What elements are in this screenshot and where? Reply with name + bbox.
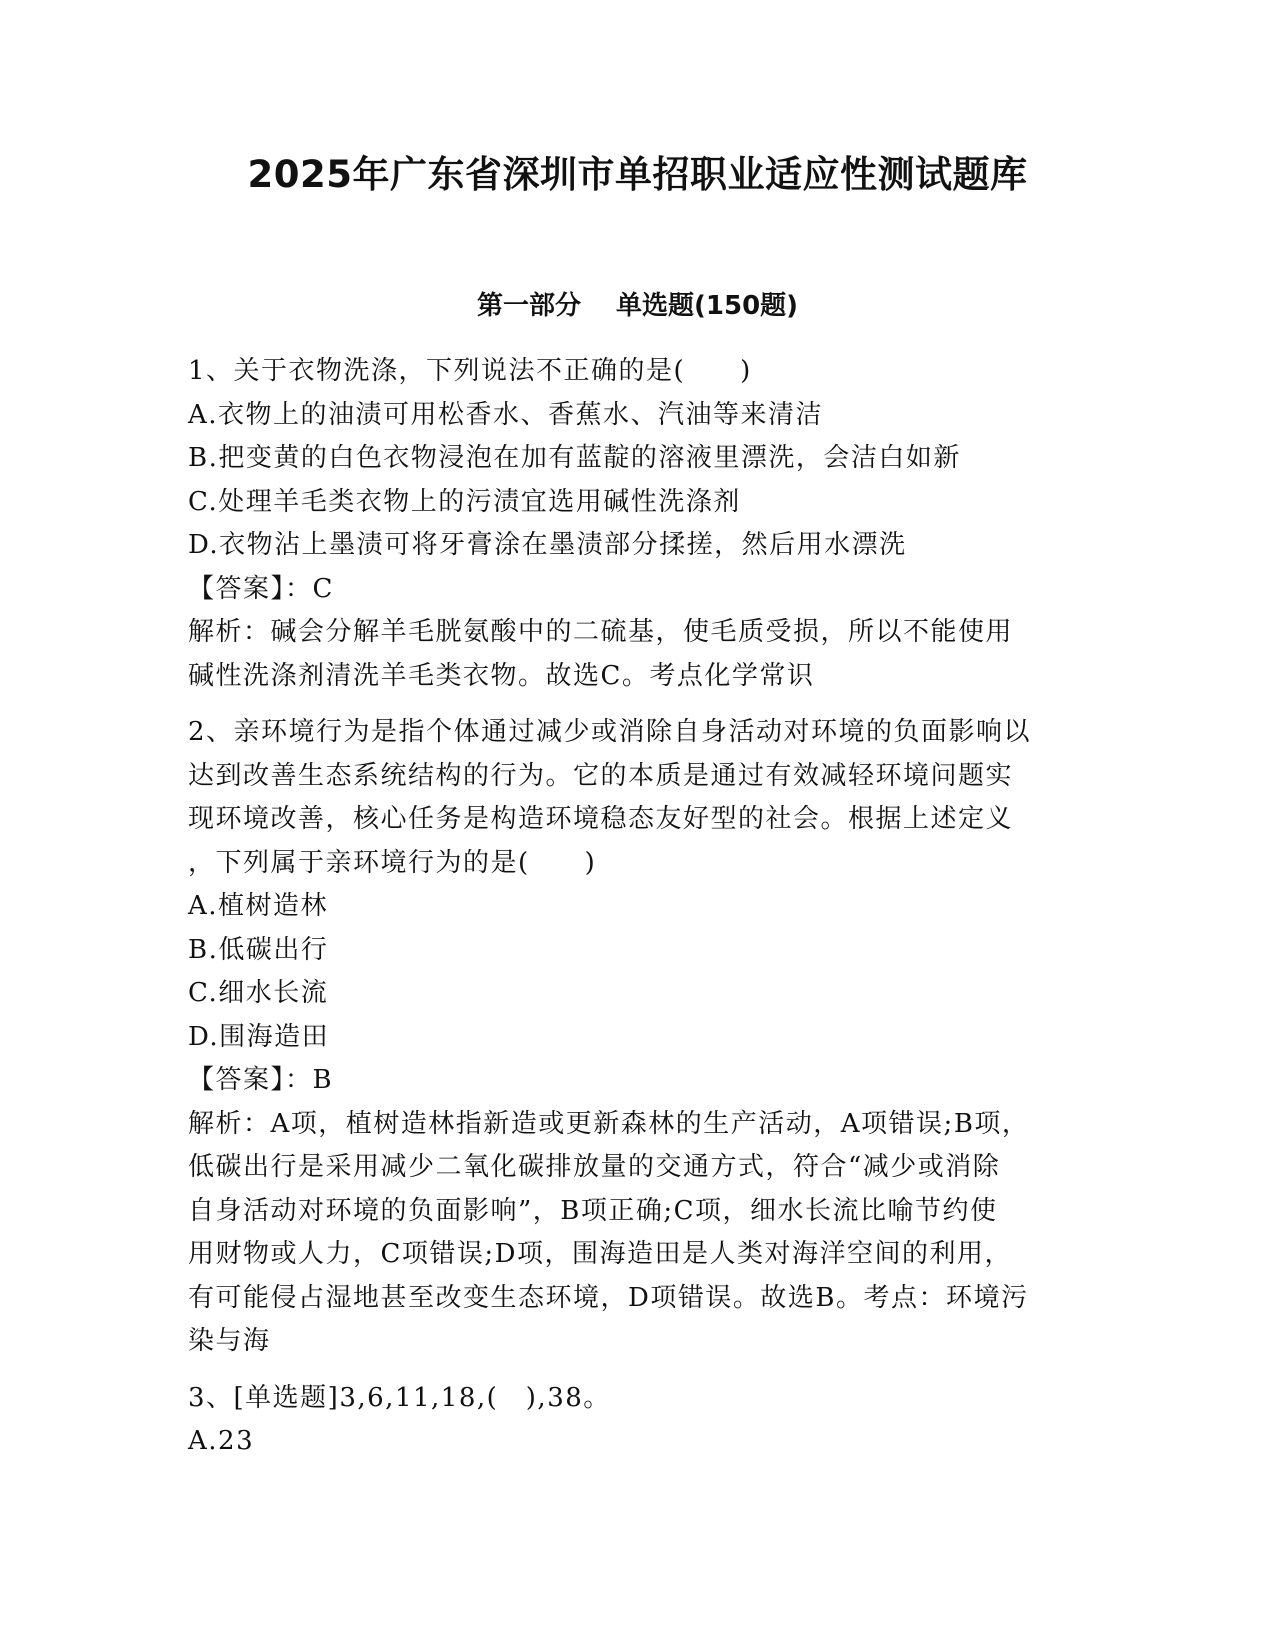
answer-label: 【答案】：	[188, 1065, 313, 1095]
section-name: 单选题(150题)	[616, 291, 799, 321]
answer-line	[188, 1059, 1088, 1103]
analysis-line: 碱性洗涤剂清洗羊毛类衣物。故选C。考点化学常识	[188, 660, 815, 691]
section-heading	[0, 288, 1275, 324]
question-list	[188, 350, 1088, 1464]
analysis-line: 解析：A项，植树造林指新造或更新森林的生产活动，A项错误;B项，	[188, 1108, 1030, 1139]
option-a: A.23	[188, 1426, 255, 1456]
analysis-line: 自身活动对环境的负面影响”，B项正确;C项，细水长流比喻节约使	[188, 1195, 998, 1226]
question-3	[188, 1377, 1088, 1464]
option-b: B.低碳出行	[188, 934, 329, 965]
option-d: D.围海造田	[188, 1021, 330, 1052]
analysis-line: 用财物或人力，C项错误;D项，围海造田是人类对海洋空间的利用，	[188, 1239, 1012, 1269]
question-stem-line: 现环境改善，核心任务是构造环境稳态友好型的社会。根据上述定义	[188, 804, 1014, 834]
answer-line	[188, 568, 1088, 612]
document-title: 2025年广东省深圳市单招职业适应性测试题库	[247, 153, 1028, 196]
section-part: 第一部分	[476, 291, 581, 321]
option-d: D.衣物沾上墨渍可将牙膏涂在墨渍部分揉搓，然后用水漂洗	[188, 530, 907, 560]
option-c: C.细水长流	[188, 978, 329, 1008]
answer-label: 【答案】：	[188, 573, 313, 604]
analysis-line: 有可能侵占湿地甚至改变生态环境，D项错误。故选B。考点：环境污	[188, 1282, 1029, 1313]
option-a: A.植树造林	[188, 891, 329, 921]
question-stem-line: ，下列属于亲环境行为的是( )	[188, 847, 597, 878]
option-a: A.衣物上的油渍可用松香水、香蕉水、汽油等来清洁	[188, 399, 824, 430]
question-1	[188, 350, 1088, 698]
analysis-line: 染与海	[188, 1326, 271, 1356]
question-stem-line: 达到改善生态系统结构的行为。它的本质是通过有效减轻环境问题实	[188, 760, 1014, 791]
answer-value: C	[312, 573, 334, 604]
question-2	[188, 711, 1088, 1364]
analysis-line: 解析：碱会分解羊毛胱氨酸中的二硫基，使毛质受损，所以不能使用	[188, 617, 1014, 647]
question-stem: 1、关于衣物洗涤，下列说法不正确的是( )	[188, 356, 752, 386]
question-stem-line: 2、亲环境行为是指个体通过减少或消除自身活动对环境的负面影响以	[188, 717, 1032, 747]
analysis-line: 低碳出行是采用减少二氧化碳排放量的交通方式，符合“减少或消除	[188, 1152, 1001, 1182]
answer-value: B	[312, 1065, 334, 1095]
option-b: B.把变黄的白色衣物浸泡在加有蓝靛的溶液里漂洗，会洁白如新	[188, 443, 961, 473]
question-stem: 3、[单选题]3,6,11,18,( ),38。	[188, 1382, 611, 1413]
option-c: C.处理羊毛类衣物上的污渍宜选用碱性洗涤剂	[188, 486, 741, 517]
